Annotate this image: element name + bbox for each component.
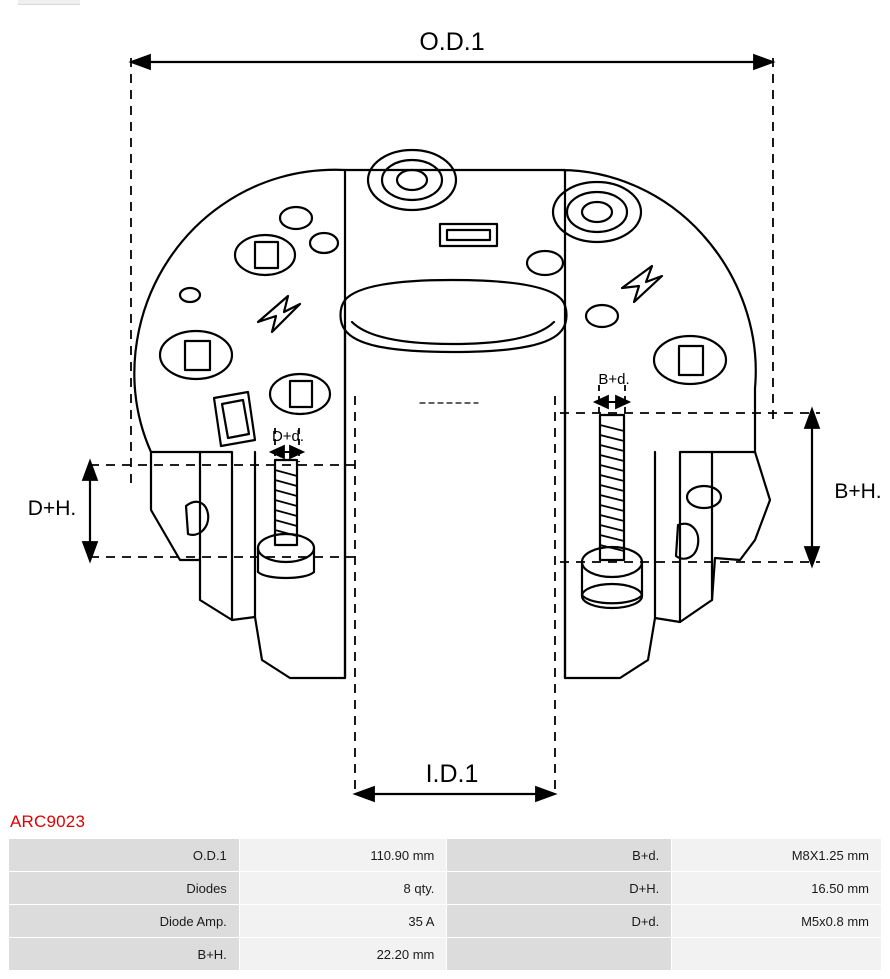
diode-hole-3 [180,288,200,302]
terminal-stud-b [582,415,642,608]
dh-arrow-top [83,461,97,480]
spec-value: 16.50 mm [672,872,882,905]
boss-top-left-inner [397,170,427,190]
dim-label-dd: D+d. [271,428,305,445]
spec-label: O.D.1 [9,839,240,872]
stud-seat-upper-left [235,235,295,275]
id1-arrow-right [536,787,555,801]
spec-value: 8 qty. [239,872,447,905]
diode-hole-2 [310,233,338,253]
dim-label-od1: O.D.1 [419,28,485,56]
table-row [9,839,882,872]
bh-arrow-top [805,409,819,428]
spec-value: 35 A [239,905,447,938]
boss-top-right-inner [582,202,612,222]
stud-seat-center-left [270,374,330,414]
stud-seat-right [654,336,726,384]
table-row [9,905,882,938]
lower-left-step [151,452,200,560]
dd-arrow-right [290,446,303,458]
body-right-outline [345,170,770,678]
spec-value: 22.20 mm [239,938,447,971]
spec-value: 110.90 mm [239,839,447,872]
spec-label: B+H. [9,938,240,971]
center-hub-outer [341,280,567,352]
diode-slot-top-center [440,224,497,246]
diode-hole-4 [527,251,563,275]
spec-value: M5x0.8 mm [672,905,882,938]
spec-label: D+d. [447,905,672,938]
lower-left-tab [186,502,208,535]
dd-arrow-left [271,446,284,458]
lower-right-step2 [680,452,712,622]
spec-value-empty [672,938,882,971]
lower-right-step [712,452,755,600]
spec-label: B+d. [447,839,672,872]
dh-arrow-bottom [83,542,97,561]
bd-arrow-right [616,396,629,408]
terminal-stud-d [258,460,314,578]
dim-label-bh: B+H. [834,480,882,503]
diode-slot-lower-left [214,392,255,446]
spec-label: Diodes [9,872,240,905]
od1-arrow-right [754,55,773,69]
id1-arrow-left [355,787,374,801]
spec-label: D+H. [447,872,672,905]
diode-hole-6 [687,486,721,508]
od1-arrow-left [131,55,150,69]
spec-label-empty [447,938,672,971]
spec-label: Diode Amp. [9,905,240,938]
spec-value: M8X1.25 mm [672,839,882,872]
engraved-arrow-left [258,296,300,332]
diode-hole-1 [280,207,312,229]
bd-arrow-left [595,396,608,408]
lower-left-step2 [200,452,232,620]
diode-hole-5 [586,305,618,327]
dim-label-dh: D+H. [27,497,77,520]
body-left-outline [134,170,345,678]
dim-label-bd: B+d. [598,371,630,388]
boss-top-right-mid [567,192,627,232]
stud-seat-left [160,331,232,379]
engraved-arrow-right [622,266,662,302]
part-number: ARC9023 [10,812,86,831]
dim-label-id1: I.D.1 [425,760,479,788]
center-hub-inner [352,322,554,344]
specifications-table [8,838,882,971]
bh-arrow-bottom [805,547,819,566]
table-row [9,872,882,905]
table-row [9,938,882,971]
boss-top-left-mid [382,160,442,200]
